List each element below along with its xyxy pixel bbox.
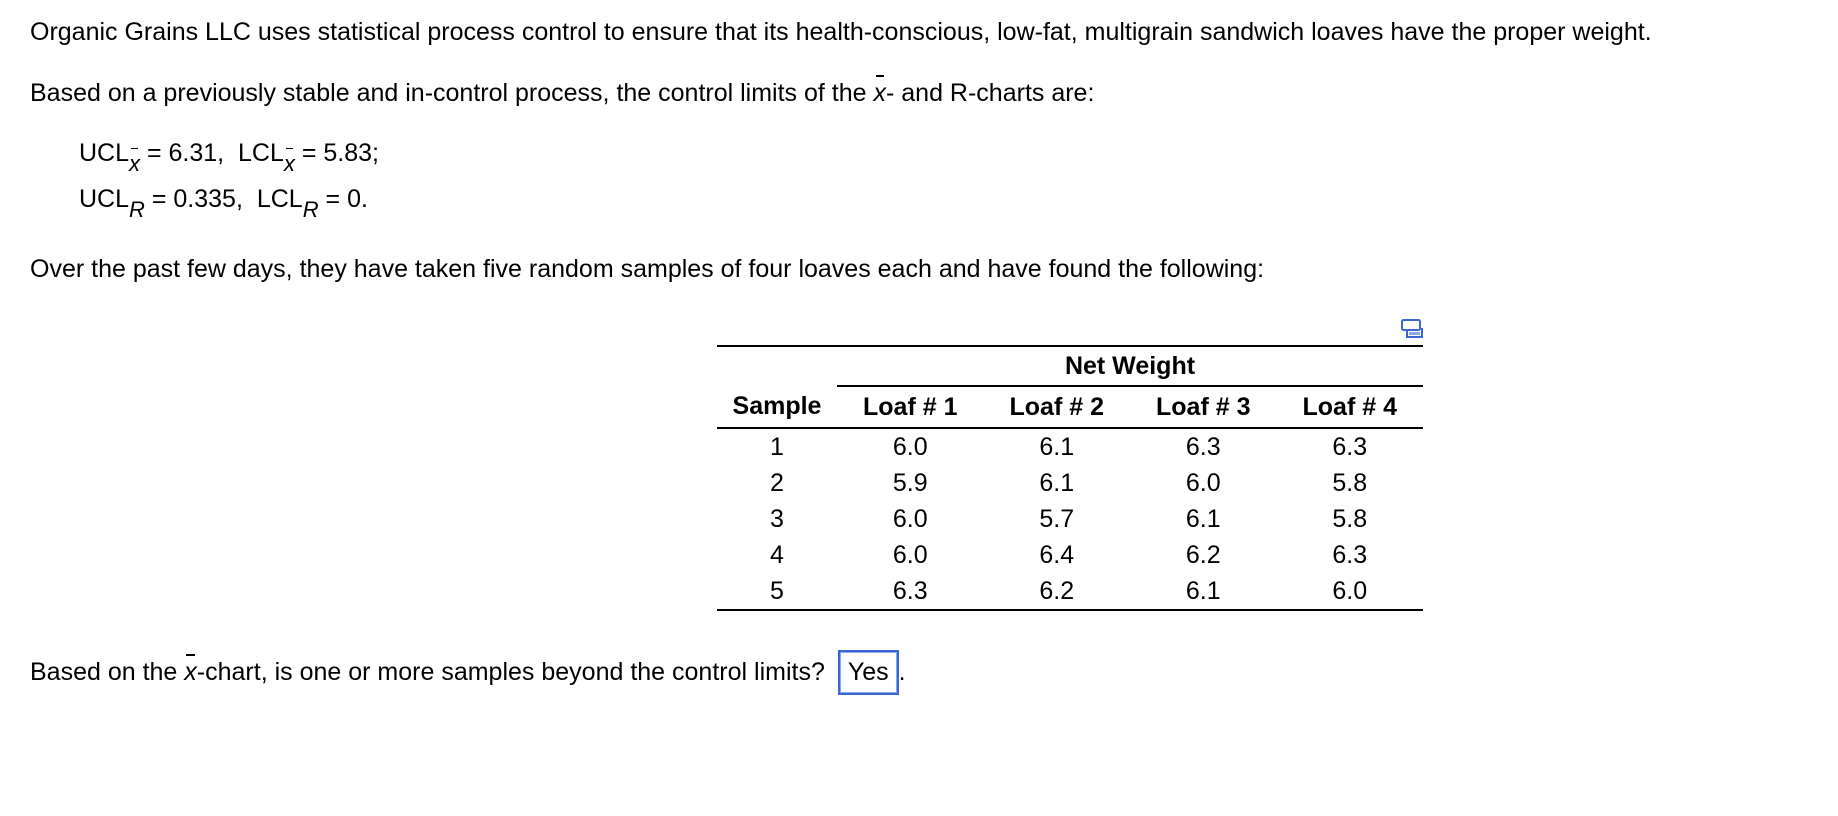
table-cell: 5.8 xyxy=(1332,505,1368,533)
table-row xyxy=(717,537,1423,573)
table-header-spacer xyxy=(717,346,837,386)
table-cell: 6.1 xyxy=(1039,433,1075,461)
table-header-cell: Loaf # 3 xyxy=(1130,386,1277,428)
table-cell: 6.0 xyxy=(1185,469,1221,497)
loaf-weight-table xyxy=(717,345,1423,611)
table-cell: 6.0 xyxy=(892,541,928,569)
lcl-r-subscript: R xyxy=(302,197,319,222)
table-cell: 2 xyxy=(770,469,784,497)
x-bar-symbol: x xyxy=(873,79,886,107)
table-header-cell: Loaf # 2 xyxy=(984,386,1131,428)
table-header-cell: Loaf # 4 xyxy=(1277,386,1424,428)
question-paragraph xyxy=(30,650,906,695)
x-chart-limits xyxy=(79,138,380,176)
table-cell: 6.0 xyxy=(1277,573,1424,610)
x-bar-symbol: x xyxy=(184,658,197,686)
table-cell: 6.3 xyxy=(1332,433,1368,461)
answer-dropdown[interactable]: Yes xyxy=(838,650,899,695)
ucl-x-label: UCL xyxy=(79,139,130,167)
limits-intro-after: - and R-charts are: xyxy=(886,79,1095,107)
ucl-r-label: UCL xyxy=(79,185,130,213)
table-cell: 6.0 xyxy=(892,433,928,461)
ucl-x-value: = 6.31, xyxy=(140,139,225,167)
ucl-x-subscript: x xyxy=(129,151,140,176)
r-chart-limits xyxy=(79,184,368,222)
table-header-cell: Sample xyxy=(717,386,837,428)
table-row xyxy=(717,428,1423,465)
question-before: Based on the xyxy=(30,658,185,686)
lcl-x-value: = 5.83; xyxy=(294,139,380,167)
question-after: -chart, is one or more samples beyond the control limits? xyxy=(196,658,825,686)
table-row xyxy=(717,573,1423,610)
limits-intro-before: Based on a previously stable and in-control process, the control limits of the xyxy=(30,79,874,107)
table-cell: 6.1 xyxy=(1185,505,1221,533)
table-cell: 6.3 xyxy=(1185,433,1221,461)
table-cell: 4 xyxy=(770,541,784,569)
table-row xyxy=(717,501,1423,537)
lcl-x-label: LCL xyxy=(238,139,284,167)
limits-intro-paragraph xyxy=(30,78,1094,108)
table-cell: 6.3 xyxy=(1332,541,1368,569)
table-cell: 1 xyxy=(770,433,784,461)
question-end: . xyxy=(898,658,906,686)
table-cell: 5.7 xyxy=(1039,505,1075,533)
table-cell: 6.2 xyxy=(1185,541,1221,569)
table-header-cell: Loaf # 1 xyxy=(837,386,984,428)
table-group-header: Net Weight xyxy=(837,346,1423,386)
table-cell: 3 xyxy=(770,505,784,533)
samples-intro-paragraph: Over the past few days, they have taken five random samples of four loaves each and have found the following: xyxy=(30,255,1265,283)
lcl-r-label: LCL xyxy=(256,185,303,213)
ucl-r-value: = 0.335, xyxy=(144,185,243,213)
lcl-x-subscript: x xyxy=(284,151,295,176)
table-cell: 6.0 xyxy=(892,505,928,533)
table-cell: 6.1 xyxy=(1130,573,1277,610)
intro-paragraph: Organic Grains LLC uses statistical process control to ensure that its health-conscious, low-fat, multigrain sandwich loaves have the proper weight. xyxy=(30,18,1652,46)
lcl-r-value: = 0. xyxy=(318,185,368,213)
table-column-header-row xyxy=(717,386,1423,428)
table-cell: 5.9 xyxy=(892,469,928,497)
table-cell: 6.3 xyxy=(837,573,984,610)
table-cell: 5.8 xyxy=(1332,469,1368,497)
table-group-header-row xyxy=(717,346,1423,386)
table-cell: 6.1 xyxy=(1039,469,1075,497)
table-cell: 6.4 xyxy=(1039,541,1075,569)
table-cell: 6.2 xyxy=(984,573,1131,610)
copy-to-clipboard-icon[interactable] xyxy=(1400,318,1424,340)
table-cell: 5 xyxy=(717,573,837,610)
table-row xyxy=(717,465,1423,501)
ucl-r-subscript: R xyxy=(129,197,145,222)
